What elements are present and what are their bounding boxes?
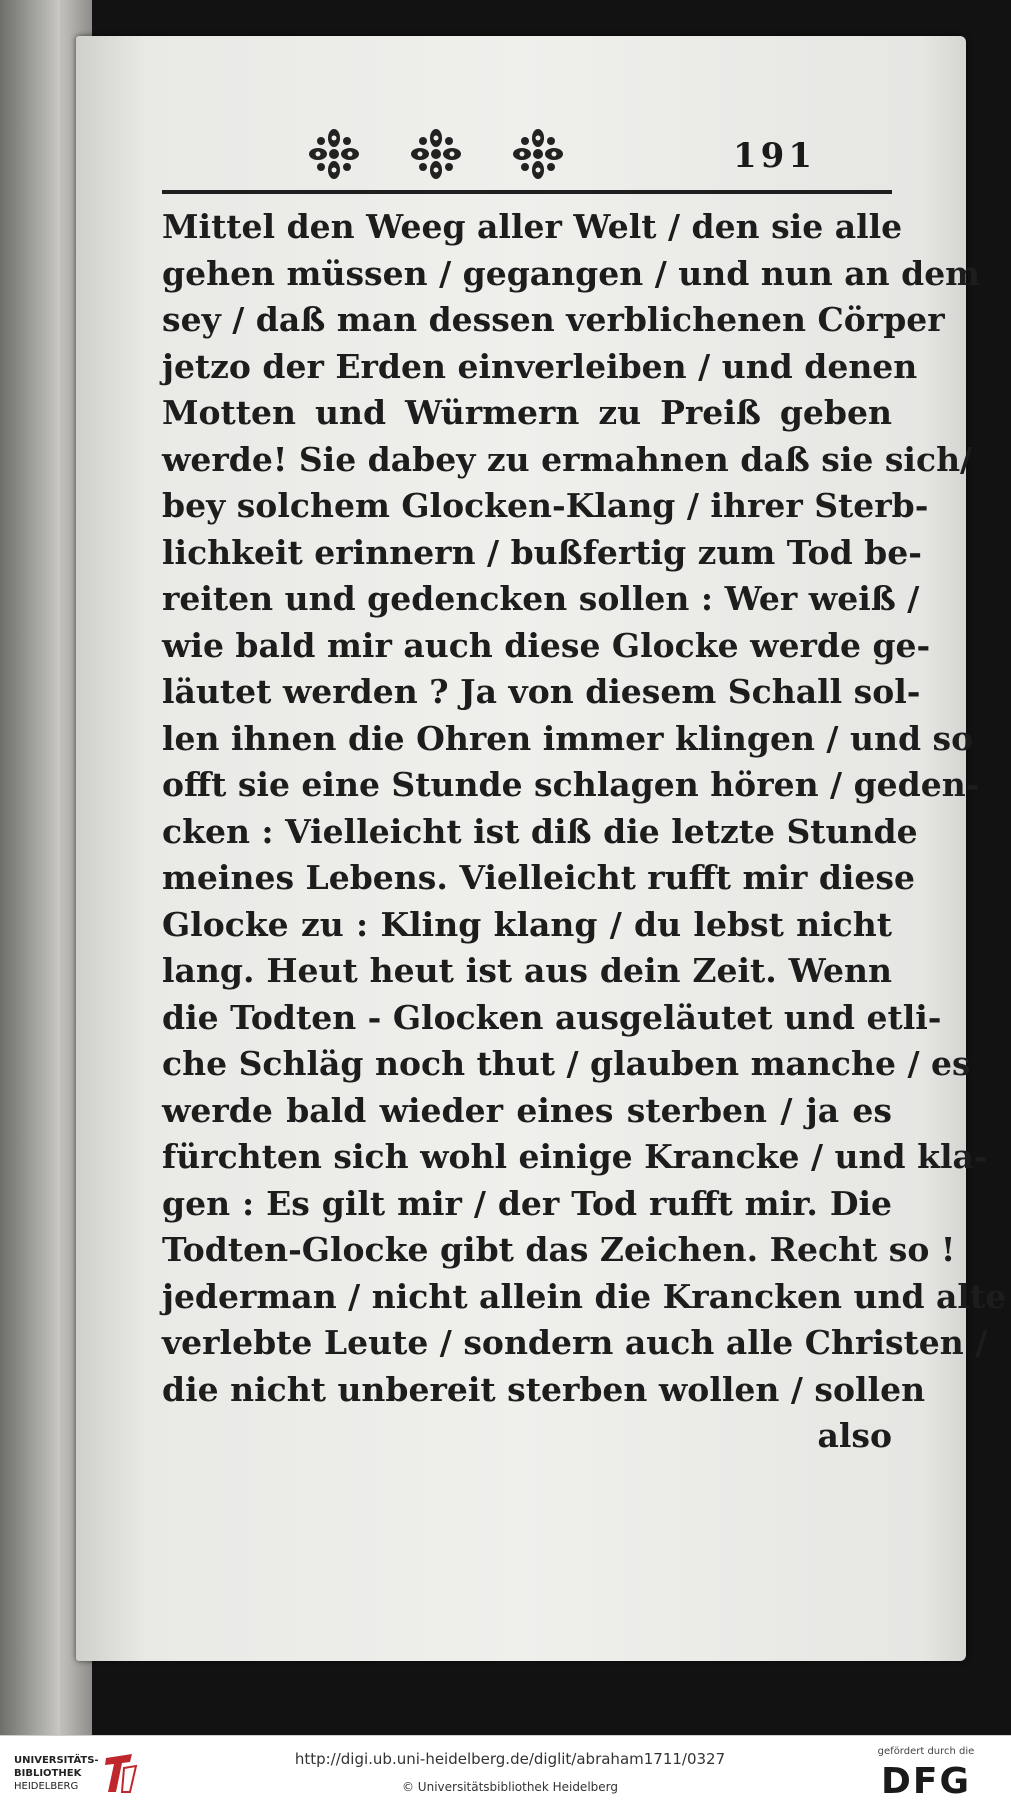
text-line: lichkeit erinnern / bußfertig zum Tod be- [162, 532, 922, 572]
text-line: bey solchem Glocken-Klang / ihrer Sterb- [162, 486, 929, 525]
copyright-notice: © Universitätsbibliothek Heidelberg [401, 1780, 618, 1794]
fleuron-ornament-icon [306, 126, 362, 182]
text-line: die Todten - Glocken ausgeläutet und etli- [162, 997, 942, 1037]
library-logo-icon [102, 1752, 140, 1796]
text-line: sey / daß man dessen verblichenen Cörper [162, 300, 945, 339]
library-logo-text [14, 1754, 100, 1793]
text-line: fürchten sich wohl einige Krancke / und kla- [162, 1137, 988, 1176]
viewer-footer [0, 1735, 1011, 1811]
fleuron-ornament-icon [510, 126, 566, 182]
header-rule [162, 190, 892, 194]
text-line: werde! Sie dabey zu ermahnen daß sie sich/ [162, 439, 973, 479]
library-logo-line: HEIDELBERG [14, 1781, 79, 1792]
text-line: cken : Vielleicht ist diß die letzte Stunde [162, 811, 918, 851]
book-page [76, 36, 1007, 1661]
fleuron-ornament-icon [408, 126, 464, 182]
text-line: verlebte Leute / sondern auch alle Christen / [162, 1323, 988, 1362]
text-line: Glocke zu : Kling klang / du lebst nicht [162, 904, 892, 944]
text-line: gehen müssen / gegangen / und nun an dem [162, 253, 981, 293]
text-line: läutet werden ? Ja von diesem Schall sol- [162, 672, 921, 711]
text-line: Motten und Würmern zu Preiß geben [162, 393, 892, 432]
header-ornaments [306, 124, 566, 184]
text-line: jederman / nicht allein die Krancken und alte [162, 1276, 1007, 1316]
catchword: also [817, 1416, 892, 1455]
text-line: offt sie eine Stunde schlagen hören / geden- [162, 765, 980, 804]
text-line: meines Lebens. Vielleicht rufft mir diese [162, 858, 916, 897]
text-line: Mittel den Weeg aller Welt / den sie alle [162, 207, 903, 246]
text-line: reiten und gedencken sollen : Wer weiß / [162, 579, 920, 618]
dfg-logo: DFG [880, 1761, 972, 1802]
text-line: len ihnen die Ohren immer klingen / und so [162, 718, 974, 758]
text-line: die nicht unbereit sterben wollen / sollen [162, 1369, 926, 1409]
library-logo-line: UNIVERSITÄTS- [14, 1755, 99, 1766]
text-line: gen : Es gilt mir / der Tod rufft mir. Die [162, 1183, 892, 1223]
text-line: werde bald wieder eines sterben / ja es [162, 1090, 892, 1130]
text-line: jetzo der Erden einverleiben / und denen [162, 346, 918, 386]
text-line: lang. Heut heut ist aus dein Zeit. Wenn [162, 951, 892, 990]
body-text [162, 204, 1007, 1460]
text-line: Todten-Glocke gibt das Zeichen. Recht so ! [162, 1230, 956, 1269]
book-gutter [0, 0, 60, 1735]
text-line: wie bald mir auch diese Glocke werde ge- [162, 625, 931, 665]
page-number: 191 [733, 136, 816, 176]
text-line: che Schläg noch thut / glauben manche / es [162, 1044, 971, 1083]
funder-note: gefördert durch die [877, 1746, 975, 1757]
permalink-url[interactable]: http://digi.ub.uni-heidelberg.de/diglit/abraham1711/0327 [294, 1750, 726, 1768]
library-logo-line: BIBLIOTHEK [14, 1768, 82, 1779]
